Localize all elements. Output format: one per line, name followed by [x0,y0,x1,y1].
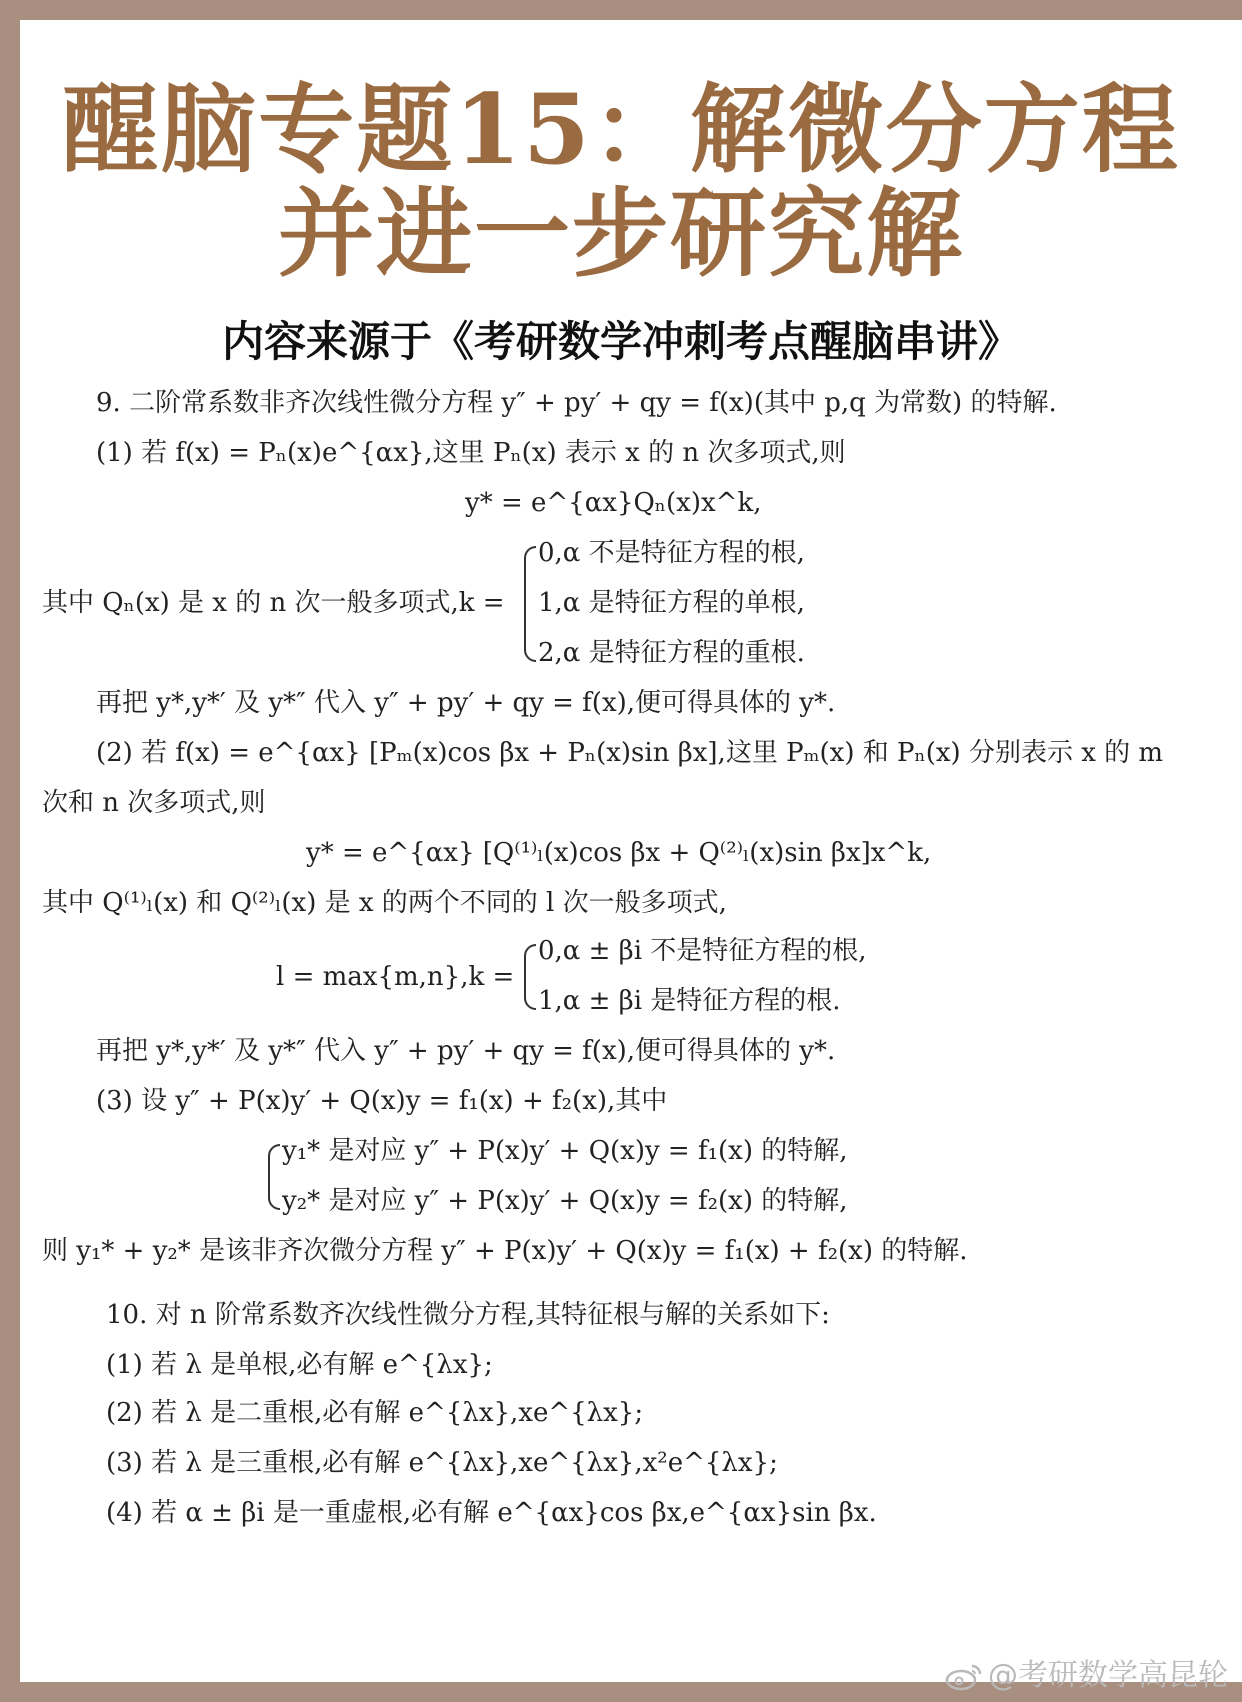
substitute-note-2: 再把 y*,y*′ 及 y*″ 代入 y″ + py′ + qy = f(x),便可得具体的 y*. [96,1036,836,1066]
y2-particular: y₂* 是对应 y″ + P(x)y′ + Q(x)y = f₂(x) 的特解, [282,1186,848,1216]
l-definition: l = max{m,n},k = [276,962,515,992]
k-case-2: 2,α 是特征方程的重根. [538,638,805,668]
item-9-case-3-condition: (3) 设 y″ + P(x)y′ + Q(x)y = f₁(x) + f₂(x),其中 [96,1086,668,1116]
title-line-1: 醒脑专题15：解微分方程 [62,73,1180,186]
watermark [944,1658,1228,1694]
superposition-conclusion: 则 y₁* + y₂* 是该非齐次微分方程 y″ + P(x)y′ + Q(x)y = f₁(x) + f₂(x) 的特解. [42,1236,968,1266]
substitute-note-1: 再把 y*,y*′ 及 y*″ 代入 y″ + py′ + qy = f(x),便可得具体的 y*. [96,688,836,718]
q-l-definition: 其中 Q⁽¹⁾ₗ(x) 和 Q⁽²⁾ₗ(x) 是 x 的两个不同的 l 次一般多项式, [42,888,727,918]
item-10-case-4: (4) 若 α ± βi 是一重虚根,必有解 e^{αx}cos βx,e^{αx}sin βx. [106,1498,877,1528]
item-9-case-2-continued: 次和 n 次多项式,则 [42,788,266,818]
brace-case-2 [524,944,536,1010]
item-10-case-1: (1) 若 λ 是单根,必有解 e^{λx}; [106,1350,493,1380]
k-case-2-0: 0,α ± βi 不是特征方程的根, [538,936,867,966]
formula-case-2: y* = e^{αx} [Q⁽¹⁾ₗ(x)cos βx + Q⁽²⁾ₗ(x)sin βx]x^k, [306,838,932,868]
item-9-heading: 9. 二阶常系数非齐次线性微分方程 y″ + py′ + qy = f(x)(其中 p,q 为常数) 的特解. [96,388,1057,418]
brace-case-1 [524,546,536,662]
q-definition: 其中 Qₙ(x) 是 x 的 n 次一般多项式,k = [42,588,505,618]
weibo-icon [944,1662,984,1692]
formula-case-1: y* = e^{αx}Qₙ(x)x^k, [465,488,762,518]
item-10-case-3: (3) 若 λ 是三重根,必有解 e^{λx},xe^{λx},x²e^{λx}; [106,1448,778,1478]
watermark-text: @考研数学高昆轮 [988,1658,1228,1693]
k-case-2-1: 1,α ± βi 是特征方程的根. [538,986,841,1016]
item-9-case-2-condition: (2) 若 f(x) = e^{αx} [Pₘ(x)cos βx + Pₙ(x)sin βx],这里 Pₘ(x) 和 Pₙ(x) 分别表示 x 的 m [96,738,1164,768]
item-9-case-1-condition: (1) 若 f(x) = Pₙ(x)e^{αx},这里 Pₙ(x) 表示 x 的 n 次多项式,则 [96,438,846,468]
title-line-2: 并进一步研究解 [278,177,964,290]
y1-particular: y₁* 是对应 y″ + P(x)y′ + Q(x)y = f₁(x) 的特解, [282,1136,848,1166]
k-case-0: 0,α 不是特征方程的根, [538,538,805,568]
brace-case-3 [268,1144,280,1210]
item-10-case-2: (2) 若 λ 是二重根,必有解 e^{λx},xe^{λx}; [106,1398,644,1428]
subtitle: 内容来源于《考研数学冲刺考点醒脑串讲》 [221,317,1020,366]
item-10-heading: 10. 对 n 阶常系数齐次线性微分方程,其特征根与解的关系如下: [106,1300,830,1330]
k-case-1: 1,α 是特征方程的单根, [538,588,805,618]
